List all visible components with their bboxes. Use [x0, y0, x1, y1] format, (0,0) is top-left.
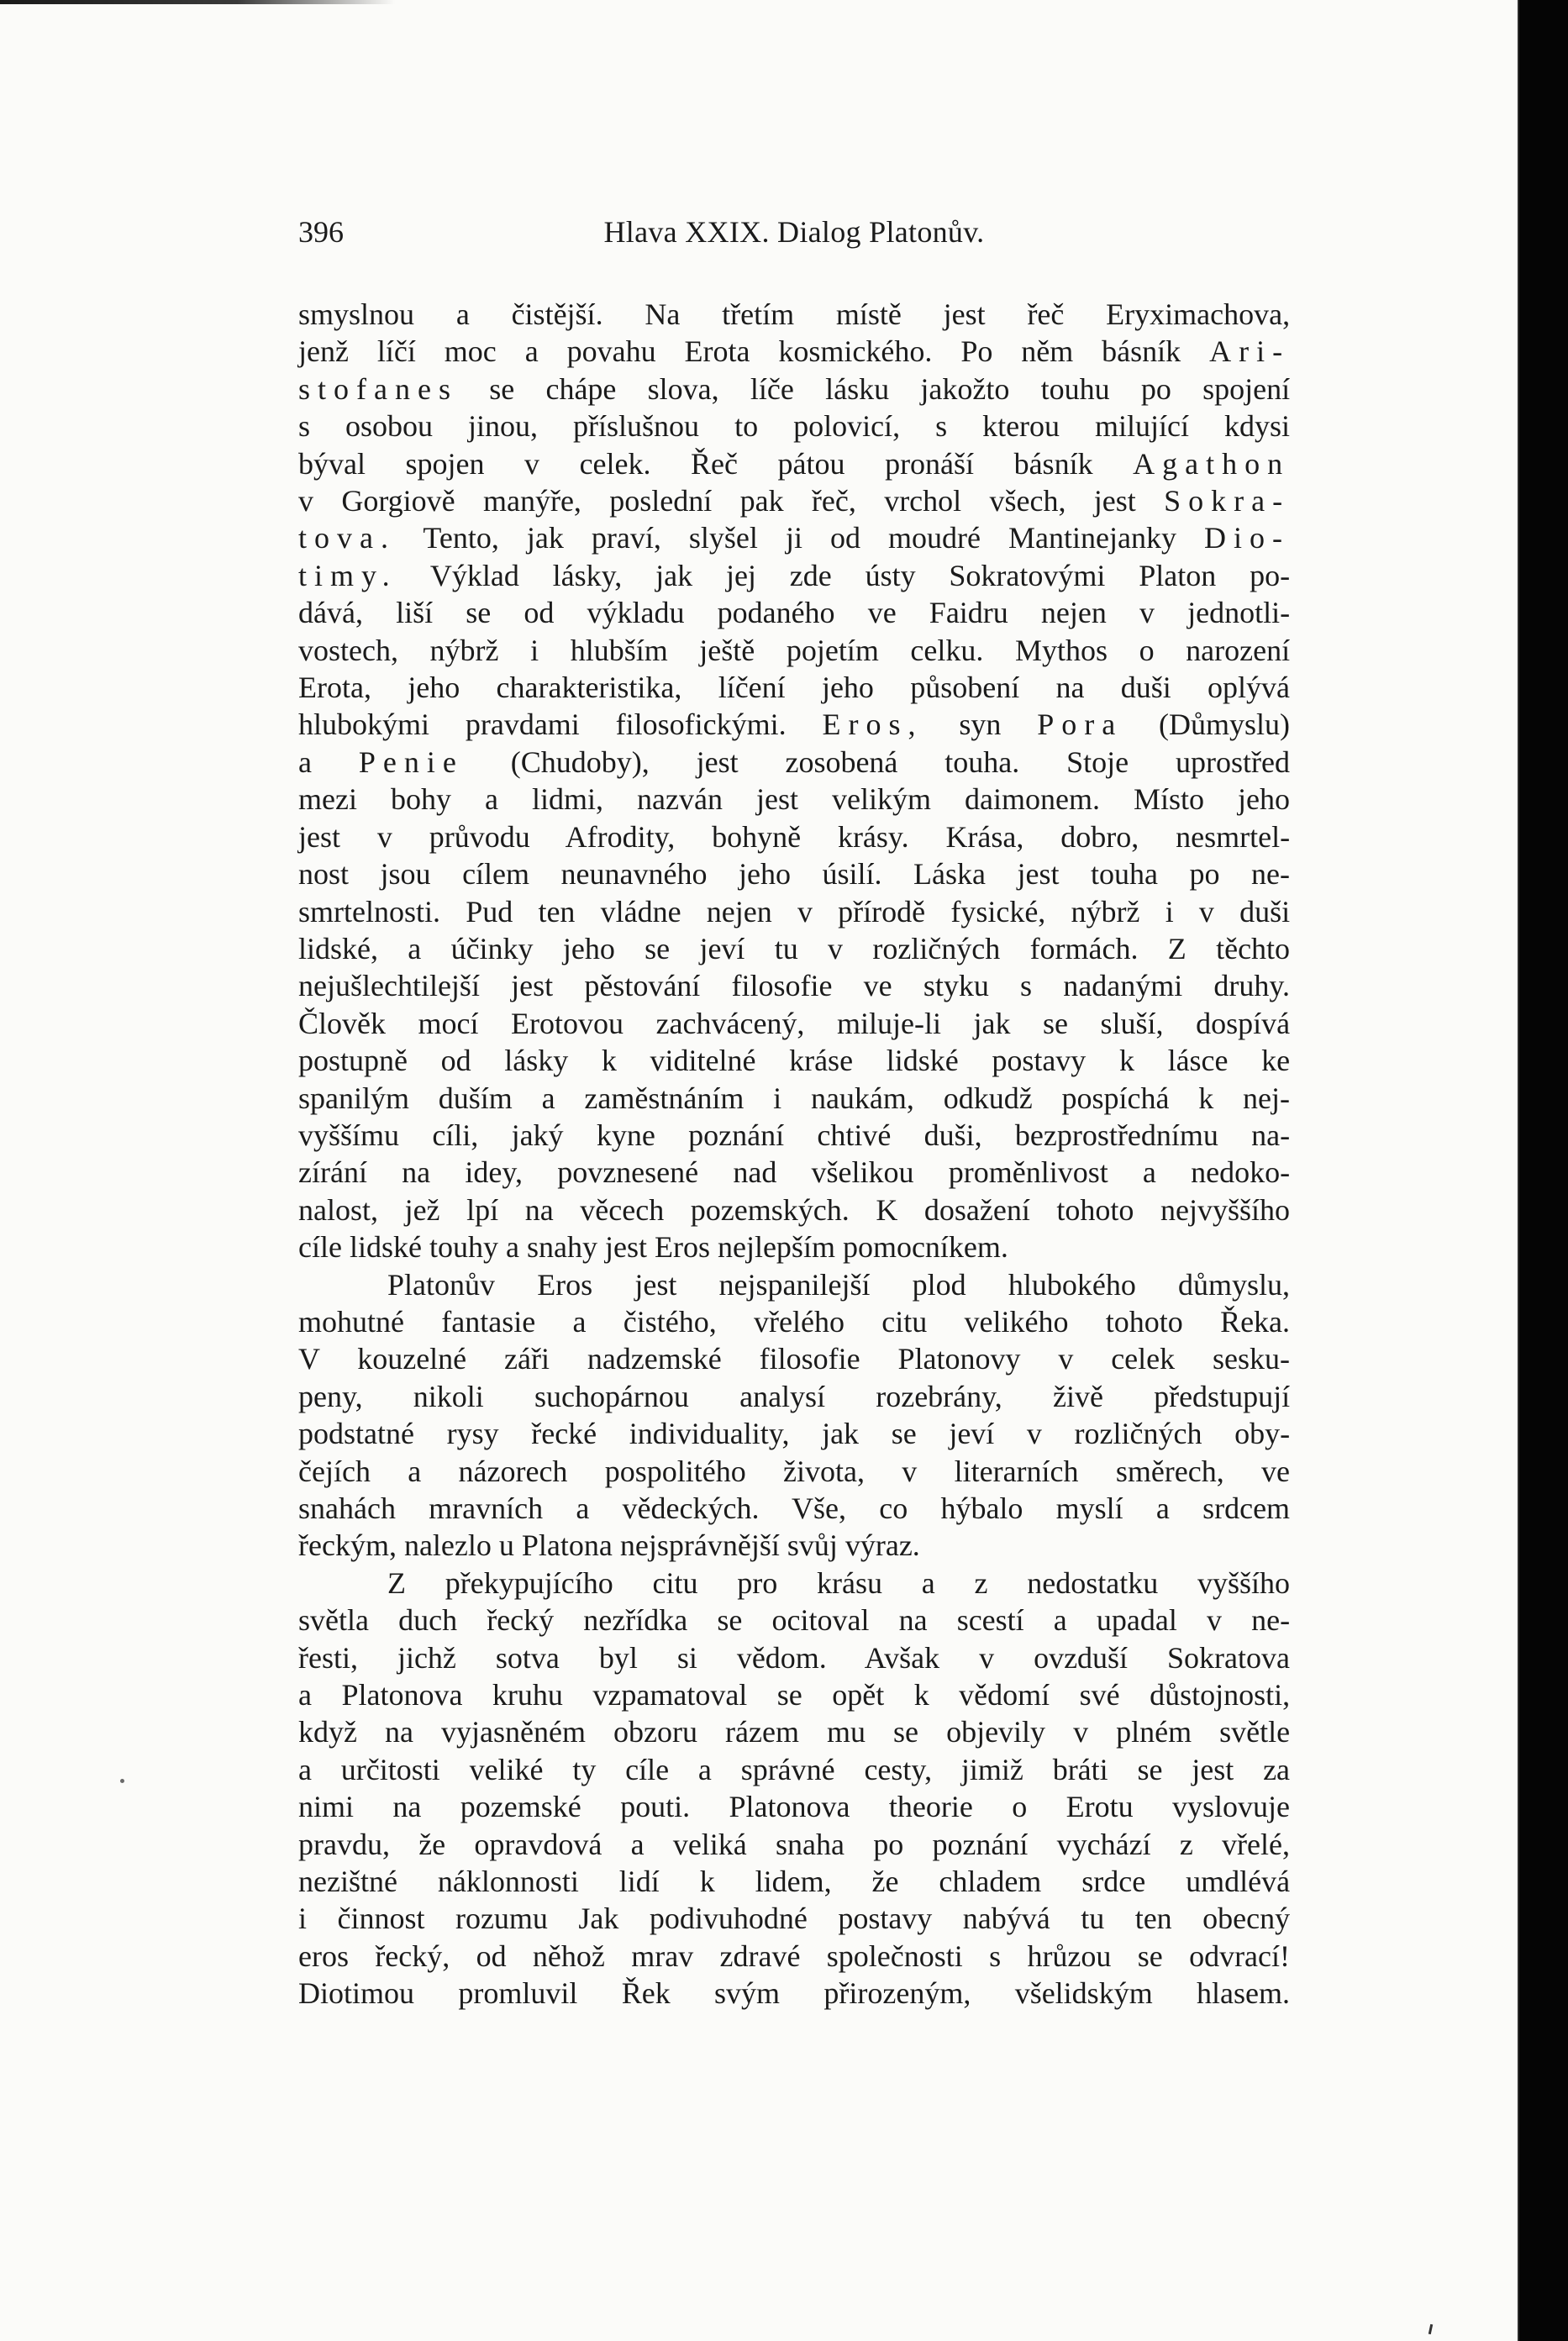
text-line: peny, nikoli suchopárnou analysí rozebrány, živě předstupují	[298, 1379, 1291, 1413]
text-line: nejušlechtilejší jest pěstování filosofie ve styku s nadanými druhy.	[298, 969, 1291, 1003]
text-line: snahách mravních a vědeckých. Vše, co hýbalo myslí a srdcem	[298, 1491, 1291, 1525]
text-line: jest v průvodu Afrodity, bohyně krásy. Krása, dobro, nesmrtel-	[298, 819, 1291, 854]
text-line: když na vyjasněném obzoru rázem mu se objevily v plném světle	[298, 1715, 1291, 1749]
text-line: V kouzelné záři nadzemské filosofie Platonovy v celek sesku-	[298, 1342, 1290, 1376]
text-line: s osobou jinou, příslušnou to polovicí, s kterou milující kdysi	[298, 409, 1291, 444]
text-line: vyššímu cíli, jaký kyne poznání chtivé duši, bezprostřednímu na-	[298, 1118, 1291, 1152]
text-line: mohutné fantasie a čistého, vřelého citu velikého tohoto Řeka.	[298, 1304, 1291, 1339]
scan-speck	[120, 1779, 124, 1783]
text-line: čejích a názorech pospolitého života, v literarních směrech, ve	[298, 1454, 1291, 1488]
text-line: nalost, jež lpí na věcech pozemských. K dosažení tohoto nejvyššího	[298, 1192, 1291, 1227]
scan-top-edge	[0, 0, 395, 4]
text-line: Člověk mocí Erotovou zachvácený, miluje-li jak se sluší, dospívá	[298, 1006, 1291, 1040]
text-line: a určitosti veliké ty cíle a správné cesty, jimiž bráti se jest za	[298, 1752, 1291, 1786]
text-line: jenž líčí moc a povahu Erota kosmického. Po něm básník Ari-	[298, 334, 1291, 369]
text-line: Platonův Eros jest nejspanilejší plod hlubokého důmyslu,	[387, 1267, 1291, 1302]
text-line: řeckým, nalezlo u Platona nejsprávnější svůj výraz.	[298, 1528, 920, 1563]
text-line: nezištné náklonnosti lidí k lidem, že chladem srdce umdlévá	[298, 1865, 1291, 1899]
page-number: 396	[298, 215, 344, 249]
text-line: zírání na idey, povznesené nad všelikou proměnlivost a nedoko-	[298, 1155, 1291, 1190]
running-title: Hlava XXIX. Dialog Platonův.	[603, 215, 985, 249]
text-line: pravdu, že opravdová a veliká snaha po poznání vychází z vřelé,	[298, 1827, 1290, 1861]
text-line: smrtelnosti. Pud ten vládne nejen v přírodě fysické, nýbrž i v duši	[298, 894, 1291, 929]
text-line: světla duch řecký nezřídka se ocitoval na scestí a upadal v ne-	[298, 1603, 1291, 1638]
text-line: smyslnou a čistější. Na třetím místě jest řeč Eryximachova,	[298, 297, 1291, 331]
text-line: nimi na pozemské pouti. Platonova theorie o Erotu vyslovuje	[298, 1790, 1291, 1824]
text-line: cíle lidské touhy a snahy jest Eros nejlepším pomocníkem.	[298, 1230, 1008, 1265]
text-line: Diotimou promluvil Řek svým přirozeným, všelidským hlasem.	[298, 1976, 1291, 2011]
scan-right-border	[1519, 0, 1568, 2341]
scan-mark	[1429, 2324, 1433, 2334]
text-line: stofanes se chápe slova, líče lásku jakožto touhu po spojení	[298, 371, 1291, 406]
text-line: eros řecký, od něhož mrav zdravé společnosti s hrůzou se odvrací!	[298, 1939, 1290, 1973]
text-line: Erota, jeho charakteristika, líčení jeho působení na duši oplývá	[298, 671, 1291, 705]
text-line: a Platonova kruhu vzpamatoval se opět k vědomí své důstojnosti,	[298, 1678, 1291, 1712]
text-line: postupně od lásky k viditelné kráse lidské postavy k lásce ke	[298, 1044, 1291, 1078]
text-line: spanilým duším a zaměstnáním i naukám, odkudž pospíchá k nej-	[298, 1081, 1291, 1115]
text-line: lidské, a účinky jeho se jeví tu v rozličných formách. Z těchto	[298, 931, 1291, 965]
text-line: Z překypujícího citu pro krásu a z nedostatku vyššího	[387, 1565, 1291, 1600]
text-line: tova. Tento, jak praví, slyšel ji od moudré Mantinejanky Dio-	[298, 521, 1290, 555]
text-line: vostech, nýbrž i hlubším ještě pojetím celku. Mythos o narození	[298, 633, 1291, 667]
text-line: mezi bohy a lidmi, nazván jest velikým daimonem. Místo jeho	[298, 782, 1291, 817]
text-line: podstatné rysy řecké individuality, jak se jeví v rozličných oby-	[298, 1417, 1291, 1451]
body-text	[298, 296, 1290, 2012]
text-line: býval spojen v celek. Řeč pátou pronáší básník Agathon	[298, 446, 1291, 481]
text-line: a Penie (Chudoby), jest zosobená touha. Stoje uprostřed	[298, 744, 1291, 779]
text-line: řesti, jichž sotva byl si vědom. Avšak v ovzduší Sokratova	[298, 1640, 1290, 1675]
running-head	[298, 214, 1290, 255]
text-line: v Gorgiově manýře, poslední pak řeč, vrchol všech, jest Sokra-	[298, 484, 1291, 518]
text-line: i činnost rozumu Jak podivuhodné postavy nabývá tu ten obecný	[298, 1902, 1291, 1936]
text-line: timy. Výklad lásky, jak jej zde ústy Sokratovými Platon po-	[298, 558, 1291, 592]
text-line: hlubokými pravdami filosofickými. Eros, syn Pora (Důmyslu)	[298, 708, 1291, 742]
text-line: nost jsou cílem neunavného jeho úsilí. Láska jest touha po ne-	[298, 857, 1291, 892]
text-line: dává, liší se od výkladu podaného ve Faidru nejen v jednotli-	[298, 596, 1291, 630]
